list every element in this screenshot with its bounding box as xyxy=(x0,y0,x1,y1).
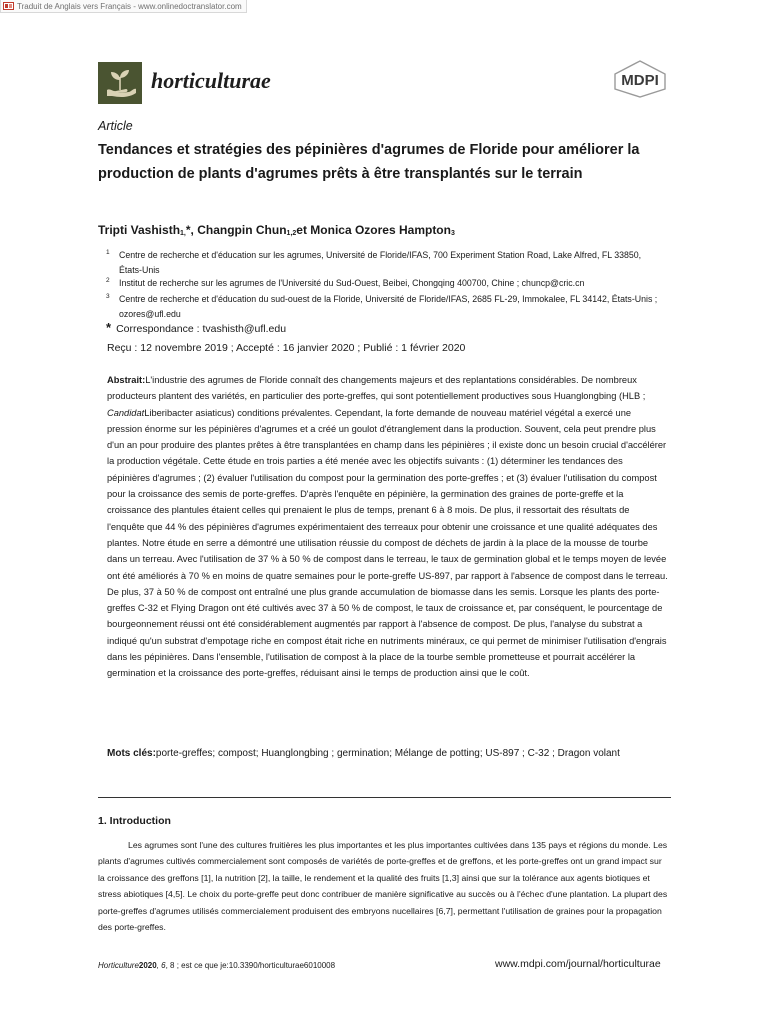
abstract-text-2: Liberibacter asiaticus) conditions prévalentes. Cependant, la forte demande de nouveau matériel végétal a exercé une pression énorme sur les pépinières d'agrumes et a créé un goulot d'étranglement dans la production. Souvent, cela peut prendre plus d'un an pour produire des plantes prêtes à être transplantées en champ dans les pépinières ; il existe donc un besoin crucial d'accélérer la production végétale. Cette étude en trois parties a été menée avec les objectifs suivants : (1) déterminer les tendances des pépinières d'agrumes ; (2) évaluer l'utilisation du compost pour la germination des porte-greffes ; et (3) évaluer l'utilisation du compost pour la croissance des semis de porte-greffes. D'après l'enquête en pépinière, la germination des graines de porte-greffe et la croissance des plantules étaient celles qui prenaient le plus de temps, prenant 6 à 8 mois. De plus, il ressortait des résultats de l'enquête que 44 % des pépinières d'agrumes expérimentaient des terreaux pour obtenir une croissance et une qualité adéquates des plantes. Notre étude en serre a démontré une utilisation réussie du compost de déchets de jardin à la place de la mousse de tourbe dans un terreau. Avec l'utilisation de 37 % à 50 % de compost dans le terreau, le taux de germination global et le temps moyen de levée ont été améliorés à 70 % en moins de quatre semaines pour le porte-greffe US-897, par rapport à l'absence de compost dans le terreau. De plus, 37 à 50 % de compost ont entraîné une plus grande accumulation de biomasse dans les semis. Lorsque les plants des porte-greffes C-32 et Flying Dragon ont été cultivés avec 37 à 50 % de compost, le taux de croissance et, par conséquent, le pourcentage de bourgeonnement réussi ont été considérablement augmentés par rapport à l'absence de compost. De plus, l'analyse du substrat a indiqué qu'un substrat d'empotage riche en compost était riche en nutriments minéraux, ce qui permet de minimiser l'utilisation d'engrais dans les pépinières. Dans l'ensemble, l'utilisation de compost à la place de la tourbe semble prometteuse et pourrait accélérer la germination et la croissance des porte-greffes, réduisant ainsi le temps de production ainsi que le coût. xyxy=(107,407,668,679)
correspondence xyxy=(106,320,286,335)
abstract-text-1: L'industrie des agrumes de Floride connaît des changements majeurs et des replantations considérables. De nombreux producteurs plantent des variétés, en particulier des porte-greffes, qui sont potentiellement productives sous Huanglongbing (HLB ; xyxy=(107,375,646,402)
author-3-affil: 3 xyxy=(450,230,455,237)
author-2[interactable]: Changpin Chun xyxy=(197,223,287,237)
abstract-italic: Candidat xyxy=(107,407,145,418)
keywords-text: porte-greffes; compost; Huanglongbing ; germination; Mélange de potting; US-897 ; C-32 ; Dragon volant xyxy=(155,748,620,759)
citation-doi[interactable]: , 8 ; est ce que je:10.3390/horticulturae6010008 xyxy=(165,961,336,970)
publication-dates: Reçu : 12 novembre 2019 ; Accepté : 16 janvier 2020 ; Publié : 1 février 2020 xyxy=(107,342,466,354)
section-heading: 1. Introduction xyxy=(98,815,171,827)
corresponding-mark: * xyxy=(185,223,191,237)
citation-journal: Horticulture xyxy=(98,961,139,970)
author-separator: , xyxy=(190,223,198,237)
author-1-affil: 1, xyxy=(180,230,186,237)
citation-year: 2020 xyxy=(138,961,157,970)
mdpi-logo-text: MDPI xyxy=(621,72,659,89)
banner-text: Traduit de Anglais vers Français - www.onlinedoctranslator.com xyxy=(17,1,242,11)
author-list xyxy=(98,223,455,237)
correspondence-mark: * xyxy=(106,320,112,335)
abstract-label: Abstrait: xyxy=(107,375,146,385)
mdpi-logo-icon xyxy=(611,60,669,98)
affiliation-text: Institut de recherche sur les agrumes de l'Université du Sud-Ouest, Beibei, Chongqing 400700, Chine ; chuncp@cric.cn xyxy=(119,278,585,288)
keywords-label: Mots clés: xyxy=(107,748,156,759)
citation-footer xyxy=(98,961,335,970)
affiliation-number: 1 xyxy=(106,249,110,256)
affiliation-number: 2 xyxy=(106,277,110,284)
paper-title: Tendances et stratégies des pépinières d'agrumes de Floride pour améliorer la production de plants d'agrumes prêts à être transplantés sur le terrain xyxy=(98,142,640,182)
correspondence-email[interactable]: Correspondance : tvashisth@ufl.edu xyxy=(116,323,287,335)
journal-logo-icon xyxy=(98,62,142,104)
affiliation-1 xyxy=(106,248,666,278)
affiliation-text: Centre de recherche et d'éducation du sud-ouest de la Floride, Université de Floride/IFAS, 2685 FL-29, Immokalee, FL 34142, États-Unis ; ozores@ufl.edu xyxy=(119,294,658,319)
introduction-paragraph: Les agrumes sont l'une des cultures fruitières les plus importantes et les plus importantes cultivées dans 135 pays et régions du monde. Les plants d'agrumes cultivés commercialement sont composés de variétés de porte-greffes et de greffons, et les porte-greffes ont un grand impact sur la croissance des greffons [1], la nutrition [2], la taille, le rendement et la qualité des fruits [1,3] ainsi que sur la tolérance aux agents biotiques et stress abiotiques [4,5]. Le choix du porte-greffe peut donc contribuer de manière significative au succès ou à l'échec d'une plantation. La plupart des porte-greffes d'agrumes utilisés commercialement produisent des embryons nucellaires [6,7], permettant l'utilisation de graines pour la propagation des porte-greffes. xyxy=(98,840,668,933)
section-divider xyxy=(98,797,671,798)
citation-volume: , 6 xyxy=(156,961,166,970)
translate-icon xyxy=(3,2,14,10)
affiliation-text: Centre de recherche et d'éducation sur les agrumes, Université de Floride/IFAS, 700 Experiment Station Road, Lake Alfred, FL 33850, États-Unis xyxy=(119,250,642,275)
keywords xyxy=(107,748,620,759)
affiliation-3 xyxy=(106,292,666,322)
journal-name: horticulturae xyxy=(151,68,271,93)
author-1[interactable]: Tripti Vashisth xyxy=(98,223,181,237)
affiliation-2 xyxy=(106,276,666,291)
author-2-affil: 1,2 xyxy=(286,230,297,237)
abstract xyxy=(107,372,668,682)
translation-banner[interactable] xyxy=(0,0,247,13)
journal-url[interactable]: www.mdpi.com/journal/horticulturae xyxy=(495,958,661,970)
author-3[interactable]: et Monica Ozores Hampton xyxy=(296,223,451,237)
affiliation-number: 3 xyxy=(106,293,110,300)
article-type: Article xyxy=(98,119,133,133)
